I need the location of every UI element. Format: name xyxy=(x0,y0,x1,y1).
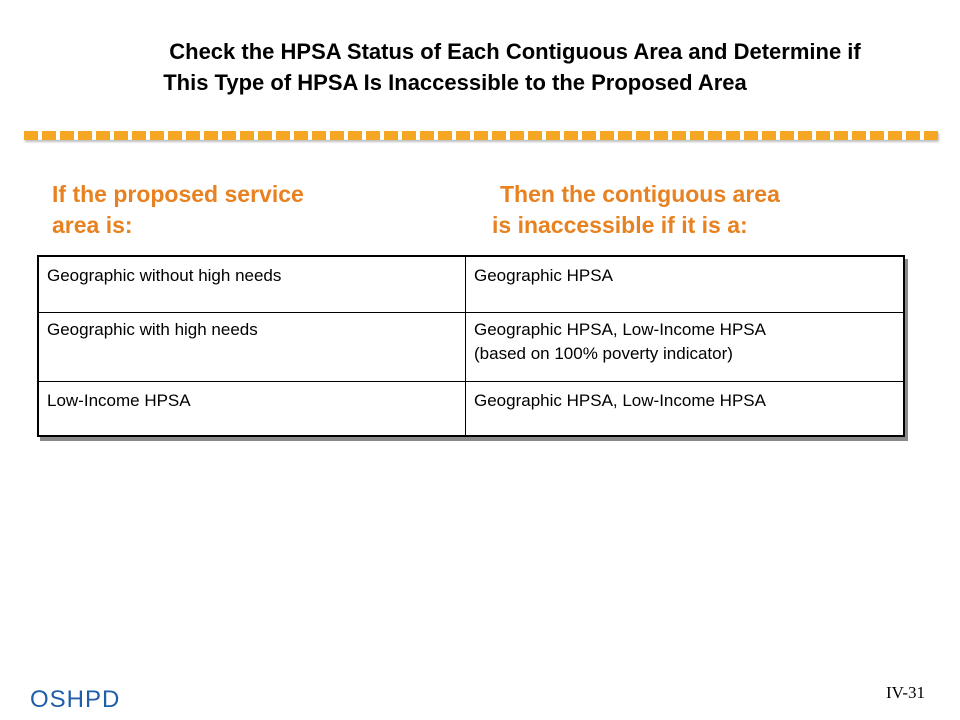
inaccessible-if-note: (based on 100% poverty indicator) xyxy=(474,344,733,363)
contiguous-area-heading-line-2: is inaccessible if it is a: xyxy=(492,212,748,238)
proposed-area-heading-line-1: If the proposed service xyxy=(52,181,304,207)
proposed-area-heading-line-2: area is: xyxy=(52,212,133,238)
proposed-area-heading xyxy=(52,179,412,241)
title-line-2: This Type of HPSA Is Inaccessible to the Proposed Area xyxy=(163,70,747,95)
contiguous-area-heading xyxy=(492,179,892,241)
table-row xyxy=(38,382,904,437)
inaccessible-if-text: Geographic HPSA, Low-Income HPSA xyxy=(474,320,766,339)
contiguous-area-heading-line-1: Then the contiguous area xyxy=(500,181,780,207)
oshpd-logo xyxy=(30,686,120,714)
slide-title xyxy=(40,36,920,98)
inaccessible-if-text: Geographic HPSA, Low-Income HPSA xyxy=(474,391,766,410)
title-line-1: Check the HPSA Status of Each Contiguous Area and Determine if xyxy=(169,39,861,64)
page-number: IV-31 xyxy=(886,683,926,702)
inaccessible-if-cell xyxy=(466,313,905,382)
dashed-divider xyxy=(24,131,938,140)
logo-text: OSHPD xyxy=(30,686,121,713)
table-row xyxy=(38,256,904,313)
inaccessible-if-cell xyxy=(466,382,905,437)
inaccessible-if-text: Geographic HPSA xyxy=(474,266,613,285)
proposed-area-cell: Geographic with high needs xyxy=(38,313,466,382)
proposed-area-cell: Low-Income HPSA xyxy=(38,382,466,437)
hpsa-criteria-table xyxy=(37,255,905,437)
inaccessible-if-cell xyxy=(466,256,905,313)
proposed-area-cell: Geographic without high needs xyxy=(38,256,466,313)
table-row xyxy=(38,313,904,382)
